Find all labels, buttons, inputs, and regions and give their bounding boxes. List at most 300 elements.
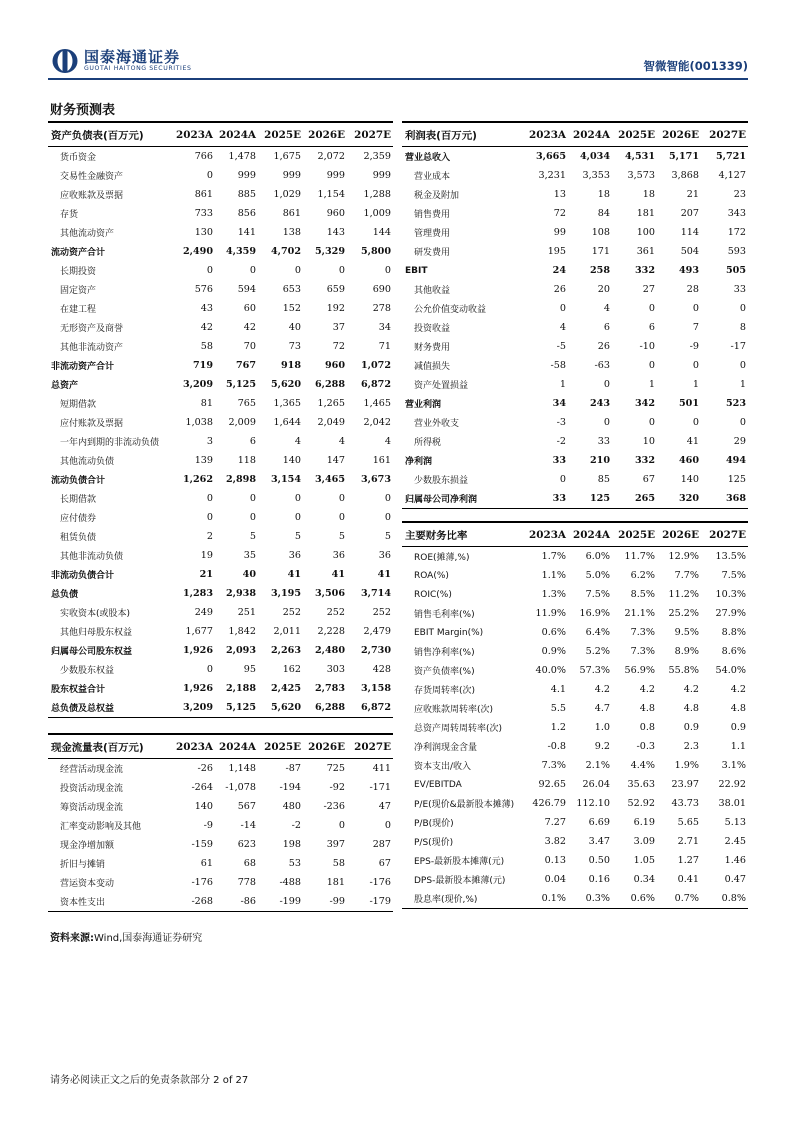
row-value: 8.6% [721, 646, 746, 657]
row-value: 61 [200, 858, 213, 869]
row-value: 733 [194, 208, 213, 219]
row-value: 207 [680, 208, 699, 219]
row-value: 6.4% [585, 627, 610, 638]
row-label: 长期借款 [60, 495, 97, 505]
row-value: 2,479 [363, 626, 391, 637]
table-row [48, 166, 393, 185]
row-value: 92.65 [538, 779, 566, 790]
row-value: 20 [597, 284, 610, 295]
row-label: 资产负债率(%) [414, 667, 475, 677]
row-value: 99 [553, 227, 566, 238]
row-value: 0.7% [657, 889, 701, 909]
row-value: 3,195 [270, 588, 301, 599]
row-value: 42 [200, 322, 213, 333]
table-row [402, 451, 748, 470]
row-value: 0 [338, 820, 345, 831]
row-value: 35 [243, 550, 256, 561]
row-value: 0 [294, 512, 301, 523]
table-row [48, 679, 393, 698]
row-value: 21 [686, 189, 699, 200]
row-value: 960 [326, 208, 345, 219]
row-value: 2,783 [314, 683, 345, 694]
row-value: 243 [589, 398, 610, 409]
row-value: 57.3% [579, 665, 610, 676]
row-value: 130 [194, 227, 213, 238]
row-value: 67 [642, 474, 655, 485]
row-value: 141 [237, 227, 256, 238]
row-value: 361 [636, 246, 655, 257]
row-value: 1.3% [541, 589, 566, 600]
page-footer: 请务必阅读正文之后的免责条款部分 2 of 27 [50, 1075, 249, 1086]
table-row [402, 147, 748, 167]
row-value: 26 [553, 284, 566, 295]
row-label: 总负债 [51, 590, 79, 600]
row-value: -176 [191, 877, 213, 888]
table-row [48, 759, 393, 779]
row-value: 33 [733, 284, 746, 295]
table-header-row [402, 122, 748, 147]
row-label: 应付债券 [60, 514, 97, 524]
cash-flow-table [48, 733, 393, 912]
row-value: 0 [559, 303, 566, 314]
row-value: 252 [372, 607, 391, 618]
row-value: 2.45 [724, 836, 746, 847]
row-value: 0 [206, 493, 213, 504]
row-value: 4 [294, 436, 301, 447]
row-value: 81 [200, 398, 213, 409]
row-label: 净利润现金含量 [414, 743, 478, 753]
row-value: 5 [384, 531, 391, 542]
row-label: 销售净利率(%) [414, 648, 475, 658]
row-value: 114 [680, 227, 699, 238]
row-value: 2,049 [317, 417, 345, 428]
row-value: 72 [553, 208, 566, 219]
row-value: 144 [372, 227, 391, 238]
row-value: 0 [294, 265, 301, 276]
row-value: 5 [294, 531, 301, 542]
row-value: 0 [338, 265, 345, 276]
row-value: 6 [249, 436, 256, 447]
row-value: 5,329 [314, 246, 345, 257]
table-row [402, 680, 748, 699]
table-row [402, 432, 748, 451]
row-label: P/S(现价) [414, 838, 454, 848]
row-value: 1.05 [633, 855, 655, 866]
year-header: 2026E [303, 122, 347, 147]
row-value: 7.5% [721, 570, 746, 581]
row-value: -2 [291, 820, 301, 831]
row-label: 短期借款 [60, 400, 97, 410]
row-value: 192 [326, 303, 345, 314]
row-value: -9 [203, 820, 213, 831]
row-label: 总负债及总权益 [48, 698, 168, 718]
row-value: 198 [282, 839, 301, 850]
row-label: P/B(现价) [414, 819, 454, 829]
row-value: 41 [331, 569, 345, 580]
row-label: 折旧与摊销 [60, 860, 106, 870]
row-value: 125 [568, 489, 612, 509]
row-value: -14 [240, 820, 256, 831]
row-value: 4,531 [624, 151, 655, 162]
row-value: 480 [282, 801, 301, 812]
row-value: 0.9 [683, 722, 699, 733]
row-value: 6 [648, 322, 655, 333]
row-value: 2 [206, 531, 213, 542]
row-value: 161 [372, 455, 391, 466]
table-row [402, 813, 748, 832]
row-value: 0 [692, 417, 699, 428]
row-value: -236 [323, 801, 345, 812]
row-value: 7.3% [630, 627, 655, 638]
row-value: 16.9% [579, 608, 610, 619]
row-value: 249 [194, 607, 213, 618]
row-value: 1.1 [730, 741, 746, 752]
year-header: 2024A [568, 122, 612, 147]
year-header: 2026E [303, 734, 347, 759]
row-label: 无形资产及商誉 [60, 324, 124, 334]
table-row [402, 585, 748, 604]
row-value: 33 [597, 436, 610, 447]
row-label: 其他流动资产 [60, 229, 115, 239]
row-value: 58 [200, 341, 213, 352]
row-value: 6.19 [633, 817, 655, 828]
row-value: 0.41 [677, 874, 699, 885]
row-label: 流动负债合计 [51, 476, 106, 486]
row-value: 26 [597, 341, 610, 352]
row-value: -87 [285, 763, 301, 774]
row-value: 58 [332, 858, 345, 869]
row-value: 11.7% [624, 551, 655, 562]
year-header: 2026E [657, 122, 701, 147]
row-value: 3.09 [633, 836, 655, 847]
table-header-row [402, 522, 748, 547]
row-value: 765 [237, 398, 256, 409]
row-value: 3,506 [314, 588, 345, 599]
row-value: 43.73 [671, 798, 699, 809]
row-value: 960 [324, 360, 345, 371]
row-value: 125 [727, 474, 746, 485]
row-value: 593 [727, 246, 746, 257]
row-label: ROA(%) [414, 570, 449, 581]
row-label: DPS-最新股本摊薄(元) [414, 876, 506, 886]
table-row [48, 835, 393, 854]
row-value: 41 [686, 436, 699, 447]
row-value: 9.5% [674, 627, 699, 638]
table-row [402, 280, 748, 299]
table-row [402, 166, 748, 185]
row-value: 1.27 [677, 855, 699, 866]
row-value: 1 [692, 379, 699, 390]
row-label: 净利润 [405, 457, 433, 467]
row-value: 343 [727, 208, 746, 219]
row-value: 2.71 [677, 836, 699, 847]
row-value: 1,072 [360, 360, 391, 371]
row-value: 0 [603, 379, 610, 390]
row-value: 5,620 [270, 379, 301, 390]
row-value: 27 [642, 284, 655, 295]
table-row [48, 204, 393, 223]
row-value: 6,872 [360, 379, 391, 390]
row-value: 0.6% [541, 627, 566, 638]
row-value: 0 [294, 493, 301, 504]
row-value: 2,359 [363, 151, 391, 162]
row-value: 25.2% [668, 608, 699, 619]
row-value: 7.7% [674, 570, 699, 581]
row-value: 856 [237, 208, 256, 219]
table-header-row [48, 734, 393, 759]
row-label: 归属母公司股东权益 [51, 647, 133, 657]
row-value: 0.1% [526, 889, 568, 909]
row-value: 623 [237, 839, 256, 850]
row-value: 2,072 [317, 151, 345, 162]
row-value: 1.46 [724, 855, 746, 866]
table-row [48, 470, 393, 489]
row-value: 118 [237, 455, 256, 466]
row-value: 1,465 [363, 398, 391, 409]
table-row [48, 413, 393, 432]
row-value: 1,283 [182, 588, 213, 599]
row-value: 1.0 [594, 722, 610, 733]
row-value: 0.04 [544, 874, 566, 885]
row-label: 少数股东损益 [414, 476, 469, 486]
row-value: 3,665 [535, 151, 566, 162]
row-value: 3,573 [627, 170, 655, 181]
row-value: 0.34 [633, 874, 655, 885]
row-value: 60 [243, 303, 256, 314]
row-value: 766 [194, 151, 213, 162]
row-value: 2,425 [270, 683, 301, 694]
row-value: 19 [200, 550, 213, 561]
row-value: 54.0% [715, 665, 746, 676]
row-value: 6,872 [347, 698, 393, 718]
row-value: 13.5% [715, 551, 746, 562]
table-title: 资产负债表(百万元) [48, 122, 168, 147]
row-value: 3,154 [270, 474, 301, 485]
row-value: 0.13 [544, 855, 566, 866]
row-value: 5 [249, 531, 256, 542]
balance-sheet-table [48, 121, 393, 718]
table-row [402, 375, 748, 394]
row-value: 4 [603, 303, 610, 314]
table-row [48, 356, 393, 375]
row-value: 0.8% [701, 889, 748, 909]
table-row [402, 261, 748, 280]
row-value: 140 [194, 801, 213, 812]
row-value: 35.63 [627, 779, 655, 790]
row-value: 3.47 [588, 836, 610, 847]
row-value: 332 [634, 455, 655, 466]
row-value: 13 [553, 189, 566, 200]
row-value: 5,125 [225, 379, 256, 390]
row-label: 汇率变动影响及其他 [60, 822, 142, 832]
row-value: 653 [282, 284, 301, 295]
row-value: 8.8% [721, 627, 746, 638]
row-value: 1,677 [185, 626, 213, 637]
row-value: 428 [372, 664, 391, 675]
row-value: 258 [589, 265, 610, 276]
row-value: 861 [282, 208, 301, 219]
table-row [48, 280, 393, 299]
row-value: -171 [369, 782, 391, 793]
row-value: 0 [249, 493, 256, 504]
row-value: -159 [191, 839, 213, 850]
row-label: 长期投资 [60, 267, 97, 277]
page-header [48, 46, 748, 76]
table-row [48, 185, 393, 204]
row-value: 5,171 [668, 151, 699, 162]
row-value: 70 [243, 341, 256, 352]
row-value: 1,926 [182, 645, 213, 656]
row-value: 494 [725, 455, 746, 466]
table-row [402, 870, 748, 889]
source-note [50, 929, 202, 944]
table-row [48, 546, 393, 565]
row-value: 1,644 [273, 417, 301, 428]
row-label: 营业总收入 [405, 153, 451, 163]
logo-text: 国泰海通证券 [84, 48, 181, 66]
row-value: 36 [332, 550, 345, 561]
row-value: 594 [237, 284, 256, 295]
row-value: 21.1% [624, 608, 655, 619]
row-value: 3,231 [538, 170, 566, 181]
table-row [48, 797, 393, 816]
row-value: -92 [329, 782, 345, 793]
row-value: 172 [727, 227, 746, 238]
row-label: 资本性支出 [48, 892, 168, 912]
row-value: 2,188 [225, 683, 256, 694]
row-value: -179 [347, 892, 393, 912]
row-value: 4.2 [683, 684, 699, 695]
row-value: 1 [559, 379, 566, 390]
row-value: 0 [338, 512, 345, 523]
row-value: 278 [372, 303, 391, 314]
row-label: EBIT Margin(%) [414, 627, 484, 638]
row-value: 33 [552, 455, 566, 466]
table-row [402, 566, 748, 585]
row-value: 1,262 [182, 474, 213, 485]
row-value: 0 [739, 303, 746, 314]
row-value: 861 [194, 189, 213, 200]
row-label: 存货周转率(次) [414, 686, 476, 696]
table-row [48, 432, 393, 451]
row-value: 2,490 [182, 246, 213, 257]
row-value: 8.5% [630, 589, 655, 600]
row-value: 2,009 [228, 417, 256, 428]
row-value: 1,288 [363, 189, 391, 200]
row-value: 1.1% [541, 570, 566, 581]
row-value: 162 [282, 664, 301, 675]
row-value: 26.04 [582, 779, 610, 790]
row-value: 5.2% [585, 646, 610, 657]
row-value: 0.9 [730, 722, 746, 733]
row-label: 投资收益 [414, 324, 451, 334]
row-value: 5,125 [215, 698, 258, 718]
row-label: 流动资产合计 [51, 248, 106, 258]
year-header: 2027E [701, 122, 748, 147]
logo-subtext: GUOTAI HAITONG SECURITIES [84, 65, 192, 72]
row-value: 3,353 [582, 170, 610, 181]
row-value: 4,127 [718, 170, 746, 181]
row-label: 其他流动负债 [60, 457, 115, 467]
row-value: 195 [547, 246, 566, 257]
table-row [48, 337, 393, 356]
row-value: 43 [200, 303, 213, 314]
row-value: 5.13 [724, 817, 746, 828]
row-value: 3.82 [544, 836, 566, 847]
income-statement-table [402, 121, 748, 509]
year-header: 2023A [168, 734, 215, 759]
row-value: 659 [326, 284, 345, 295]
row-value: 0 [384, 820, 391, 831]
table-title: 利润表(百万元) [402, 122, 526, 147]
row-value: 10.3% [715, 589, 746, 600]
row-value: 0.6% [612, 889, 657, 909]
row-label: 营业外收支 [414, 419, 460, 429]
row-value: -194 [279, 782, 301, 793]
company-name: 智微智能(001339) [643, 59, 748, 73]
table-row [48, 584, 393, 603]
row-value: 0 [692, 303, 699, 314]
header-divider [48, 78, 748, 80]
row-label: 交易性金融资产 [60, 172, 124, 182]
row-label: 货币资金 [60, 153, 97, 163]
row-label: 营运资本变动 [60, 879, 115, 889]
table-row [402, 223, 748, 242]
row-value: 1,365 [273, 398, 301, 409]
table-title: 主要财务比率 [402, 522, 526, 547]
row-value: 71 [378, 341, 391, 352]
year-header: 2023A [526, 522, 568, 547]
table-row [48, 854, 393, 873]
table-row [402, 413, 748, 432]
row-value: 0 [249, 512, 256, 523]
row-label: 财务费用 [414, 343, 451, 353]
row-value: 368 [701, 489, 748, 509]
row-value: 210 [589, 455, 610, 466]
row-value: 11.2% [668, 589, 699, 600]
row-value: 4.2 [594, 684, 610, 695]
row-value: 0 [206, 265, 213, 276]
row-value: 505 [725, 265, 746, 276]
row-value: 27.9% [715, 608, 746, 619]
row-value: 0.3% [568, 889, 612, 909]
row-value: 2,898 [225, 474, 256, 485]
row-value: 778 [237, 877, 256, 888]
row-value: -99 [303, 892, 347, 912]
row-label: 一年内到期的非流动负债 [60, 438, 160, 448]
row-value: 6.2% [630, 570, 655, 581]
row-value: -58 [550, 360, 566, 371]
row-value: 41 [287, 569, 301, 580]
row-value: 320 [657, 489, 701, 509]
row-value: 5,721 [715, 151, 746, 162]
row-value: 41 [377, 569, 391, 580]
row-label: 研发费用 [414, 248, 451, 258]
row-value: 719 [192, 360, 213, 371]
table-row [402, 547, 748, 567]
row-value: 11.9% [535, 608, 566, 619]
row-value: 3,673 [360, 474, 391, 485]
table-row [402, 699, 748, 718]
row-value: 1.7% [541, 551, 566, 562]
row-value: -488 [279, 877, 301, 888]
table-row [48, 223, 393, 242]
table-row [402, 318, 748, 337]
row-label: 其他非流动负债 [60, 552, 124, 562]
row-value: 0.8 [639, 722, 655, 733]
row-value: 140 [282, 455, 301, 466]
row-value: 303 [326, 664, 345, 675]
